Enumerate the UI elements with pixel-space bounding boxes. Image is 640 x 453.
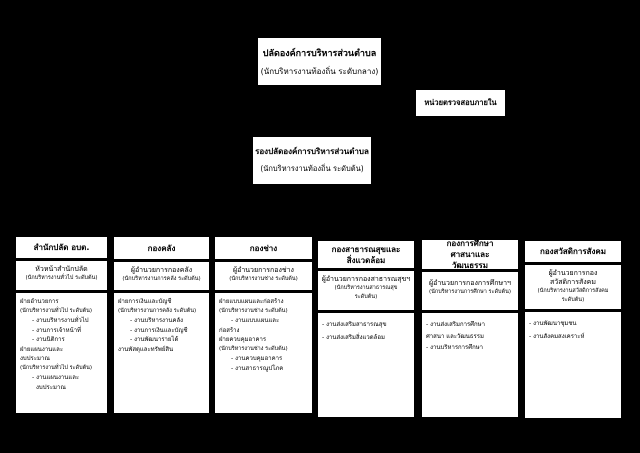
department-leader-social-welfare-title: ผู้อำนวยการกองสวัสดิการสังคม [548,269,598,286]
department-duties-social-welfare [525,312,621,418]
duty-line: (นักบริหารงานทั่วไป ระดับต้น) [20,364,93,371]
department-leader-education [422,272,518,310]
duty-line: งบประมาณ [36,383,66,391]
department-leader-finance-title: ผู้อำนวยการกองคลัง [130,266,193,274]
duty-line: ฝ่ายอำนวยการ [20,298,59,305]
department-leader-finance-rank: (นักบริหารงานการคลัง ระดับต้น) [122,276,201,282]
duty-line: ฝ่ายแบบแผนและก่อสร้าง [219,298,284,305]
duty-line: (นักบริหารงานช่าง ระดับต้น) [219,345,288,352]
department-header-office-label: สำนักปลัด อบต. [33,243,90,252]
department-header-social-welfare [525,241,621,262]
department-leader-social-welfare [525,265,621,309]
department-leader-public-health [318,271,414,310]
internal-audit-box [416,90,505,116]
duty-line: - งานการเจ้าหน้าที่ [32,326,82,334]
department-leader-engineering-title: ผู้อำนวยการกองช่าง [233,266,294,274]
department-header-finance-label: กองคลัง [147,243,176,253]
department-leader-engineering-rank: (นักบริหารงานช่าง ระดับต้น) [229,276,298,282]
department-duties-office [16,293,107,413]
duty-line: - งานบริหารงานทั่วไป [32,317,89,324]
duty-line: ก่อสร้าง [219,326,240,334]
duty-line: - งานส่งเสริมสาธารณสุข [322,321,387,328]
duty-line: - งานสังคมสงเคราะห์ [529,332,585,340]
duty-line: (นักบริหารงานการคลัง ระดับต้น) [118,307,197,314]
department-leader-office-rank: (นักบริหารงานทั่วไป ระดับต้น) [25,275,98,281]
chief-administrator-rank: (นักบริหารงานท้องถิ่น ระดับกลาง) [260,67,379,76]
department-header-education [422,240,518,269]
duty-line: ศาสนา และวัฒนธรรม [426,332,484,340]
duty-line: - งานควบคุมอาคาร [231,355,283,362]
department-leader-office [16,261,107,290]
deputy-administrator-rank: (นักบริหารงานท้องถิ่น ระดับต้น) [260,164,364,173]
duty-line: - งานส่งเสริมการศึกษา [426,321,485,328]
duty-line: - งานบริหารงานคลัง [130,317,184,324]
department-header-social-welfare-label: กองสวัสดิการสังคม [539,247,607,256]
department-leader-social-welfare-rank: (นักบริหารงานสวัสดิการสังคม ระดับต้น) [537,288,609,303]
department-leader-education-title: ผู้อำนวยการกองการศึกษาฯ [429,279,511,287]
department-header-public-health-label: กองสาธารณสุขและสิ่งแวดล้อม [331,244,401,265]
chief-administrator-title: ปลัดองค์การบริหารส่วนตำบล [262,49,377,59]
duty-line: (นักบริหารงานทั่วไป ระดับต้น) [20,307,93,314]
duty-line: - งานส่งเสริมสิ่งแวดล้อม [322,333,385,341]
department-header-public-health [318,241,414,268]
department-header-engineering [215,237,312,259]
department-header-education-label: กองการศึกษา ศาสนาและวัฒนธรรม [446,239,494,270]
department-leader-public-health-rank: (นักบริหารงานสาธารณสุข ระดับต้น) [334,285,398,300]
duty-line: - งานพัฒนาชุมชน [529,320,577,327]
chief-administrator-box [258,38,381,85]
duty-line: - งานสาธารณูปโภค [231,364,284,372]
duty-line: งานพัสดุและทรัพย์สิน [118,345,174,353]
internal-audit-title: หน่วยตรวจสอบภายใน [424,98,497,107]
deputy-administrator-title: รองปลัดองค์การบริหารส่วนตำบล [255,147,369,156]
department-duties-education [422,313,518,417]
department-leader-engineering [215,262,312,290]
department-leader-public-health-title: ผู้อำนวยการกองสาธารณสุขฯ [321,275,411,283]
department-header-engineering-label: กองช่าง [249,243,278,253]
department-leader-finance [114,262,209,290]
duty-line: - งานนิติการ [32,336,65,343]
duty-line: - งานการเงินและบัญชี [130,326,188,334]
department-duties-finance [114,293,209,413]
department-leader-office-title: หัวหน้าสำนักปลัด [35,265,88,273]
department-header-office [16,237,107,258]
deputy-administrator-box [253,137,371,184]
department-duties-public-health [318,313,414,417]
duty-line: ฝ่ายการเงินและบัญชี [118,298,172,305]
department-header-finance [114,237,209,259]
duty-line: - งานแผนงานและ [32,374,80,381]
duty-line: - งานบริหารการศึกษา [426,344,484,351]
duty-line: ฝ่ายแผนงานและ [20,345,64,353]
department-leader-education-rank: (นักบริหารงานการศึกษา ระดับต้น) [429,289,511,295]
duty-line: - งานแบบแผนและ [231,317,280,324]
duty-line: - งานพัฒนารายได้ [130,336,179,343]
department-duties-engineering [215,293,312,413]
duty-line: ฝ่ายควบคุมอาคาร [219,336,267,343]
duty-line: (นักบริหารงานช่าง ระดับต้น) [219,307,288,314]
duty-line: งบประมาณ [20,355,50,362]
